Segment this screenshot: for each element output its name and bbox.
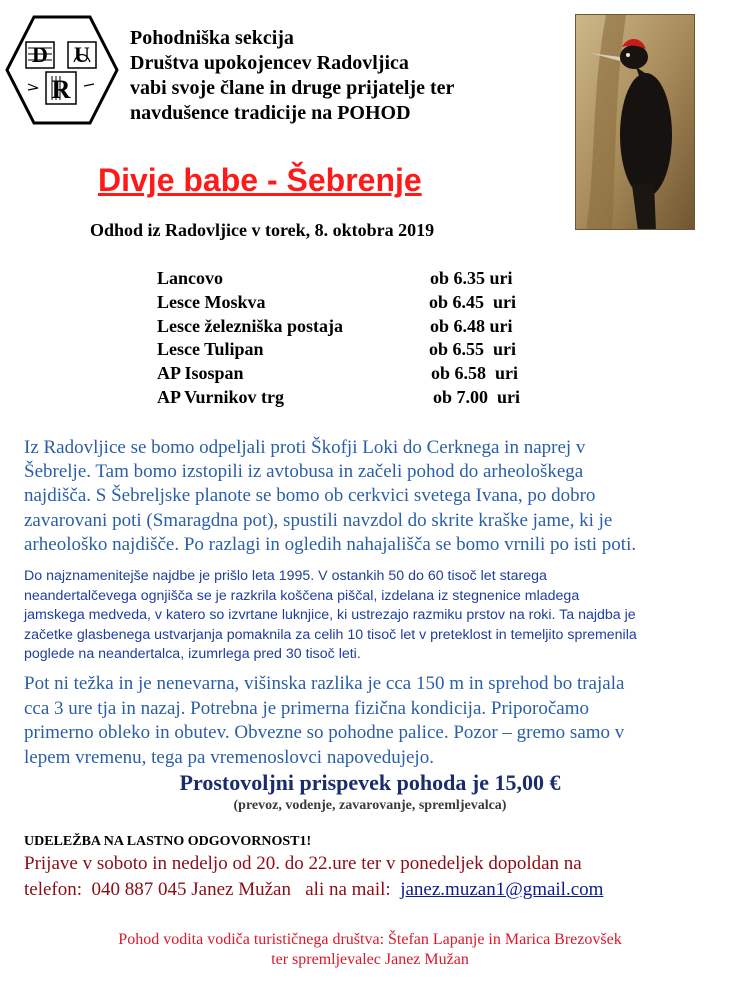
logo-letter-r: R — [51, 75, 71, 104]
footer-line: Pohod vodita vodiča turističnega društva: Štefan Lapanje in Marica Brezovšek — [118, 931, 622, 948]
signup-info — [24, 851, 603, 903]
difficulty-info — [24, 672, 724, 770]
schedule-row — [157, 267, 513, 291]
footer-line: ter spremljevalec Janez Mužan — [271, 951, 469, 968]
logo-letter-d: D — [32, 42, 48, 67]
header-line: Pohodniška sekcija — [130, 27, 294, 49]
text-line: zavarovani poti (Smaragdna pot), spustili navzdol do skrite kraške jame, ki je — [24, 509, 613, 531]
text-line: jamskega medveda, v katero so izvrtane luknjice, ki ustrezajo razmiku prstov na roki. Ta najdba je — [24, 607, 636, 623]
schedule-row — [157, 338, 517, 362]
association-logo — [4, 14, 120, 126]
text-line: Do najznamenitejše najdbe je prišlo leta 1995. V ostankih 50 do 60 tisoč let starega — [24, 568, 547, 584]
schedule-time: ob 6.48 uri — [430, 315, 513, 336]
schedule-row — [157, 291, 517, 315]
departure-date: Odhod iz Radovljice v torek, 8. oktobra 2019 — [90, 220, 435, 240]
route-description — [24, 436, 724, 557]
text-line: najdišča. S Šebreljske planote se bomo ob cerkvici svetega Ivana, po dobro — [24, 485, 596, 507]
schedule-row — [157, 315, 513, 339]
text-line: začetke glasbenega ustvarjanja pomaknila za celih 10 tisoč let v preteklost in temeljito spremenila — [24, 626, 637, 643]
text-line: Iz Radovljice se bomo odpeljali proti Škofji Loki do Cerknega in naprej v — [24, 437, 586, 458]
signup-contact — [24, 877, 603, 903]
bus-schedule — [157, 267, 521, 410]
fee-line: Prostovoljni prispevek pohoda je 15,00 € — [179, 770, 561, 795]
schedule-stop: AP Vurnikov trg — [157, 386, 285, 407]
signup-line: Prijave v soboto in nedeljo od 20. do 22.ure ter v ponedeljek dopoldan na — [24, 853, 582, 874]
event-title: Divje babe - Šebrenje — [98, 162, 422, 198]
text-line: arheološko najdišče. Po razlagi in ogledih nahajališča se bomo vrnili po isti poti. — [24, 533, 637, 555]
history-note — [24, 567, 734, 665]
schedule-row — [157, 362, 519, 386]
schedule-stop: Lancovo — [157, 268, 224, 288]
schedule-stop: Lesce Moskva — [157, 291, 266, 312]
text-line: Šebrelje. Tam bomo izstopili iz avtobusa in začeli pohod do arheološkega — [24, 461, 584, 483]
signup-phone: telefon: 040 887 045 Janez Mužan ali na mail: — [24, 879, 401, 900]
schedule-row — [157, 386, 521, 410]
schedule-stop: AP Isospan — [157, 363, 244, 384]
schedule-time: ob 6.45 uri — [429, 291, 517, 312]
header-line: Društva upokojencev Radovljica — [130, 52, 409, 74]
text-line: poglede na neandertalca, izumrlega pred 30 tisoč leti. — [24, 646, 361, 662]
schedule-time: ob 6.55 uri — [429, 339, 517, 360]
email-link[interactable]: janez.muzan1@gmail.com — [400, 879, 604, 900]
disclaimer: UDELEŽBA NA LASTNO ODGOVORNOST1! — [24, 834, 312, 849]
organizer-header — [130, 26, 454, 126]
schedule-stop: Lesce Tulipan — [157, 339, 264, 360]
black-woodpecker-photo — [575, 14, 695, 230]
header-line: navdušence tradicije na POHOD — [130, 102, 411, 124]
schedule-stop: Lesce železniška postaja — [157, 315, 343, 336]
guides-footer — [0, 930, 740, 970]
text-line: primerno obleko in obutev. Obvezne so pohodne palice. Pozor – gremo samo v — [24, 722, 625, 743]
schedule-time: ob 6.58 uri — [431, 363, 519, 384]
text-line: neandertalčevega ognjišča se je razkrila koščena piščal, izdelana iz stegnenice mladega — [24, 587, 580, 604]
text-line: Pot ni težka in je nenevarna, višinska razlika je cca 150 m in sprehod bo trajala — [24, 673, 625, 694]
text-line: lepem vremenu, tega pa vremenoslovci napovedujejo. — [24, 746, 434, 768]
header-line: vabi svoje člane in druge prijatelje ter — [130, 77, 455, 99]
schedule-time: ob 7.00 uri — [433, 386, 521, 407]
logo-letter-u: U — [74, 42, 90, 67]
text-line: cca 3 ure tja in nazaj. Potrebna je primerna fizična kondicija. Priporočamo — [24, 697, 590, 719]
fee-note: (prevoz, vodenje, zavarovanje, spremljevalca) — [233, 798, 507, 813]
schedule-time: ob 6.35 uri — [430, 268, 513, 288]
